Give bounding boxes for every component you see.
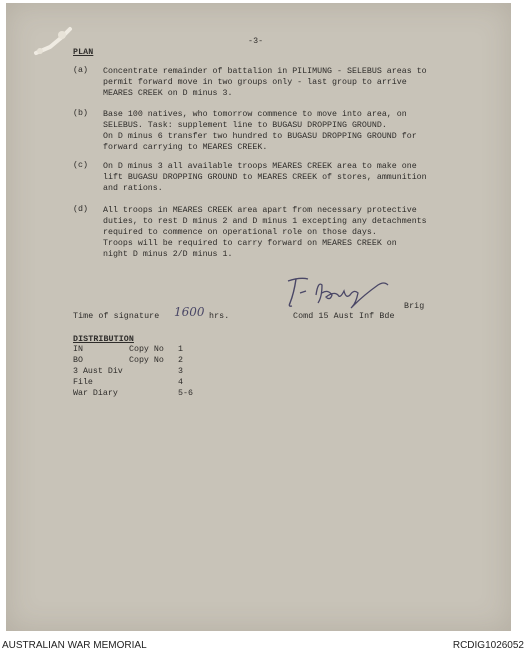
recipient: War Diary <box>73 389 118 398</box>
page-number: -3- <box>248 37 264 46</box>
document-page <box>6 3 511 631</box>
footer-record-id: RCDIG1026052 <box>452 640 524 651</box>
item-line: duties, to rest D minus 2 and D minus 1 excepting any detachments <box>103 217 427 226</box>
item-letter: (a) <box>73 66 88 75</box>
recipient: IN <box>73 345 83 354</box>
item-line: required to commence on operational role on those days. <box>103 228 377 237</box>
footer-institution: AUSTRALIAN WAR MEMORIAL <box>2 640 147 651</box>
signer-title: Comd 15 Aust Inf Bde <box>293 312 395 321</box>
item-line: Concentrate remainder of battalion in PILIMUNG - SELEBUS areas to <box>103 67 427 76</box>
signer-rank: Brig <box>404 302 425 311</box>
distribution-title: DISTRIBUTION <box>73 335 134 344</box>
item-letter: (c) <box>73 161 88 170</box>
copy-number: 5-6 <box>178 389 193 398</box>
signature-time-label: Time of signature <box>73 312 160 321</box>
recipient: File <box>73 378 93 387</box>
item-line: and rations. <box>103 184 163 193</box>
item-line: lift BUGASU DROPPING GROUND to MEARES CREEK of stores, ammunition <box>103 173 427 182</box>
copy-number: 4 <box>178 378 183 387</box>
recipient: BO <box>73 356 83 365</box>
item-letter: (b) <box>73 109 88 118</box>
item-letter: (d) <box>73 205 88 214</box>
item-line: night D minus 2/D minus 1. <box>103 250 233 259</box>
item-line: On D minus 6 transfer two hundred to BUGASU DROPPING GROUND for <box>103 132 417 141</box>
item-line: forward carrying to MEARES CREEK. <box>103 143 268 152</box>
item-line: Troops will be required to carry forward on MEARES CREEK on <box>103 239 397 248</box>
item-line: SELEBUS. Task: supplement line to BUGASU DROPPING GROUND. <box>103 121 387 130</box>
signature-time-value: 1600 <box>174 305 205 319</box>
copy-number: 1 <box>178 345 183 354</box>
item-text <box>103 109 513 153</box>
item-line: All troops in MEARES CREEK area apart from necessary protective <box>103 206 417 215</box>
item-line: On D minus 3 all available troops MEARES CREEK area to make one <box>103 162 417 171</box>
copy-label: Copy No <box>129 356 164 365</box>
handwritten-signature <box>278 273 398 313</box>
recipient: 3 Aust Div <box>73 367 123 376</box>
tape-mark <box>32 23 74 59</box>
copy-number: 2 <box>178 356 183 365</box>
item-text <box>103 66 513 99</box>
signature-time-unit: hrs. <box>209 312 230 321</box>
item-text <box>103 205 513 260</box>
copy-number: 3 <box>178 367 183 376</box>
item-line: MEARES CREEK on D minus 3. <box>103 89 233 98</box>
section-heading: PLAN <box>73 48 94 57</box>
item-text <box>103 161 513 194</box>
copy-label: Copy No <box>129 345 164 354</box>
item-line: Base 100 natives, who tomorrow commence to move into area, on <box>103 110 407 119</box>
item-line: permit forward move in two groups only - last group to arrive <box>103 78 407 87</box>
